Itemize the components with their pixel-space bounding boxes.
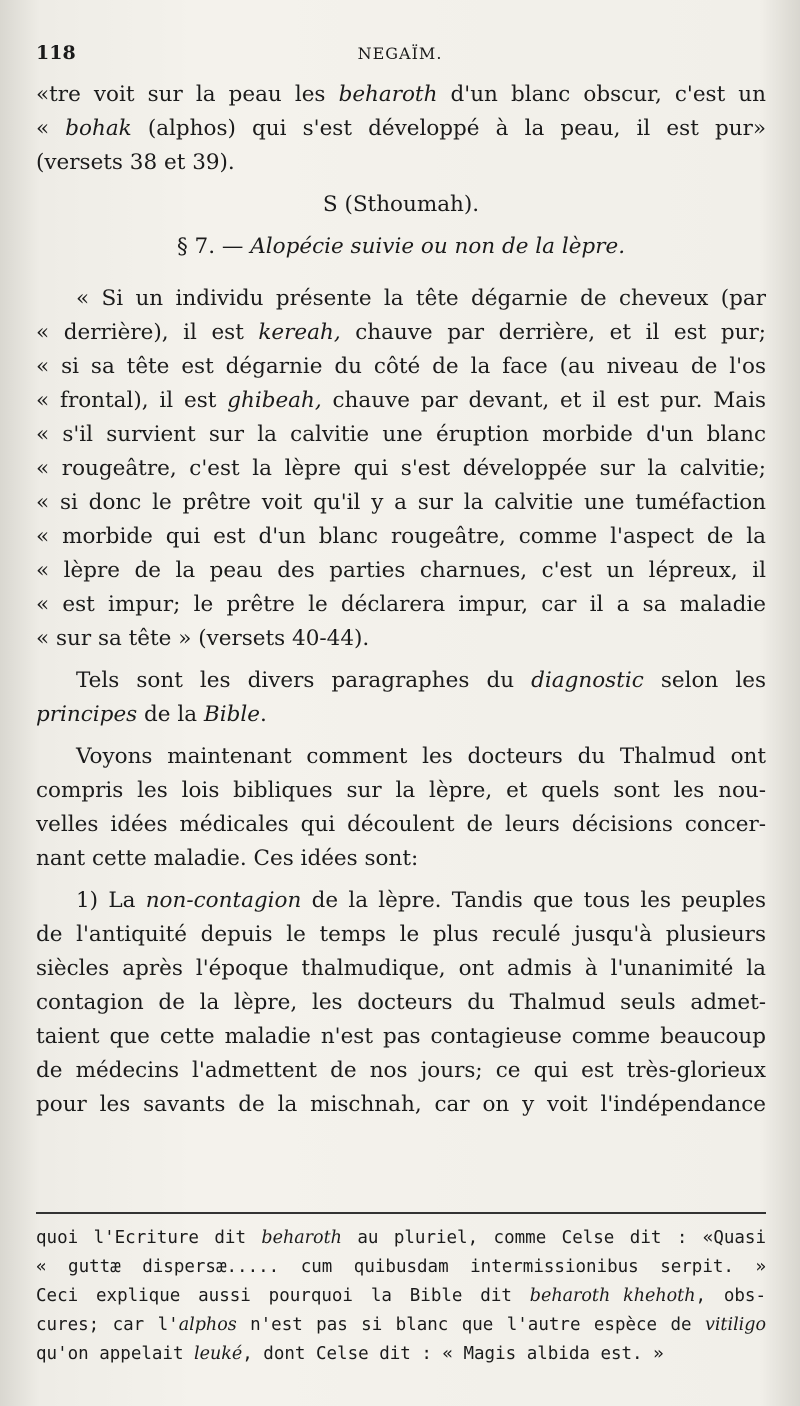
page-number: 118 bbox=[36, 42, 76, 64]
subheading-sthoumah: S (Sthoumah). bbox=[322, 192, 480, 217]
text-line: Voyons maintenant comment les docteurs du Thalmud ont bbox=[76, 744, 766, 769]
text-line: « rougeâtre, c'est la lèpre qui s'est développée sur la calvitie; bbox=[36, 456, 766, 481]
text-line: « frontal), il est ghibeah, chauve par devant, et il est pur. Mais bbox=[36, 388, 766, 413]
text-line: principes de la Bible. bbox=[36, 702, 267, 727]
footnote-line: cures; car l'alphos n'est pas si blanc que l'autre espèce de vitiligo bbox=[36, 1315, 766, 1335]
text-line: compris les lois bibliques sur la lèpre, et quels sont les nou- bbox=[36, 778, 766, 803]
paragraph-quote bbox=[36, 282, 766, 656]
text-line: « s'il survient sur la calvitie une éruption morbide d'un blanc bbox=[36, 422, 766, 447]
text-line: « morbide qui est d'un blanc rougeâtre, comme l'aspect de la bbox=[36, 524, 766, 549]
footnote-line: quoi l'Ecriture dit beharoth au pluriel, comme Celse dit : «Quasi bbox=[36, 1228, 766, 1248]
text-line: « lèpre de la peau des parties charnues, c'est un lépreux, il bbox=[36, 558, 766, 583]
page-header bbox=[36, 42, 764, 72]
paragraph-non-contagion bbox=[36, 884, 766, 1122]
text-line: « si donc le prêtre voit qu'il y a sur la calvitie une tuméfaction bbox=[36, 490, 766, 515]
footnote-divider bbox=[36, 1212, 766, 1214]
paragraph-thalmud bbox=[36, 740, 766, 876]
text-line: « bohak (alphos) qui s'est développé à la peau, il est pur» bbox=[36, 116, 766, 141]
text-line: nant cette maladie. Ces idées sont: bbox=[36, 846, 419, 871]
text-line: taient que cette maladie n'est pas contagieuse comme beaucoup bbox=[36, 1024, 766, 1049]
footnote bbox=[36, 1224, 766, 1369]
text-line: velles idées médicales qui découlent de leurs décisions concer- bbox=[36, 812, 766, 837]
text-line: « Si un individu présente la tête dégarnie de cheveux (par bbox=[76, 286, 766, 311]
paragraph-summary bbox=[36, 664, 766, 732]
section-heading: § 7. — Alopécie suivie ou non de la lèpre. bbox=[176, 234, 626, 259]
text-line: de l'antiquité depuis le temps le plus reculé jusqu'à plusieurs bbox=[36, 922, 766, 947]
footnote-line: qu'on appelait leuké, dont Celse dit : « Magis albida est. » bbox=[36, 1344, 664, 1364]
footnote-line: « guttæ dispersæ..... cum quibusdam intermissionibus serpit. » bbox=[36, 1257, 766, 1277]
text-line: 1) La non-contagion de la lèpre. Tandis que tous les peuples bbox=[76, 888, 766, 913]
text-line: de médecins l'admettent de nos jours; ce qui est très-glorieux bbox=[36, 1058, 766, 1083]
text-line: « est impur; le prêtre le déclarera impur, car il a sa maladie bbox=[36, 592, 766, 617]
text-line: « si sa tête est dégarnie du côté de la face (au niveau de l'os bbox=[36, 354, 766, 379]
running-title: NEGAÏM. bbox=[357, 44, 443, 63]
text-line: Tels sont les divers paragraphes du diagnostic selon les bbox=[76, 668, 766, 693]
text-line: siècles après l'époque thalmudique, ont admis à l'unanimité la bbox=[36, 956, 766, 981]
text-line: pour les savants de la mischnah, car on y voit l'indépendance bbox=[36, 1092, 766, 1117]
text-line: « sur sa tête » (versets 40-44). bbox=[36, 626, 370, 651]
footnote-line: Ceci explique aussi pourquoi la Bible dit beharoth khehoth, obs- bbox=[36, 1286, 766, 1306]
text-line: «tre voit sur la peau les beharoth d'un blanc obscur, c'est un bbox=[36, 82, 766, 107]
text-line: « derrière), il est kereah, chauve par derrière, et il est pur; bbox=[36, 320, 766, 345]
main-text bbox=[36, 78, 766, 1122]
text-line: (versets 38 et 39). bbox=[36, 150, 235, 175]
text-line: contagion de la lèpre, les docteurs du Thalmud seuls admet- bbox=[36, 990, 766, 1015]
